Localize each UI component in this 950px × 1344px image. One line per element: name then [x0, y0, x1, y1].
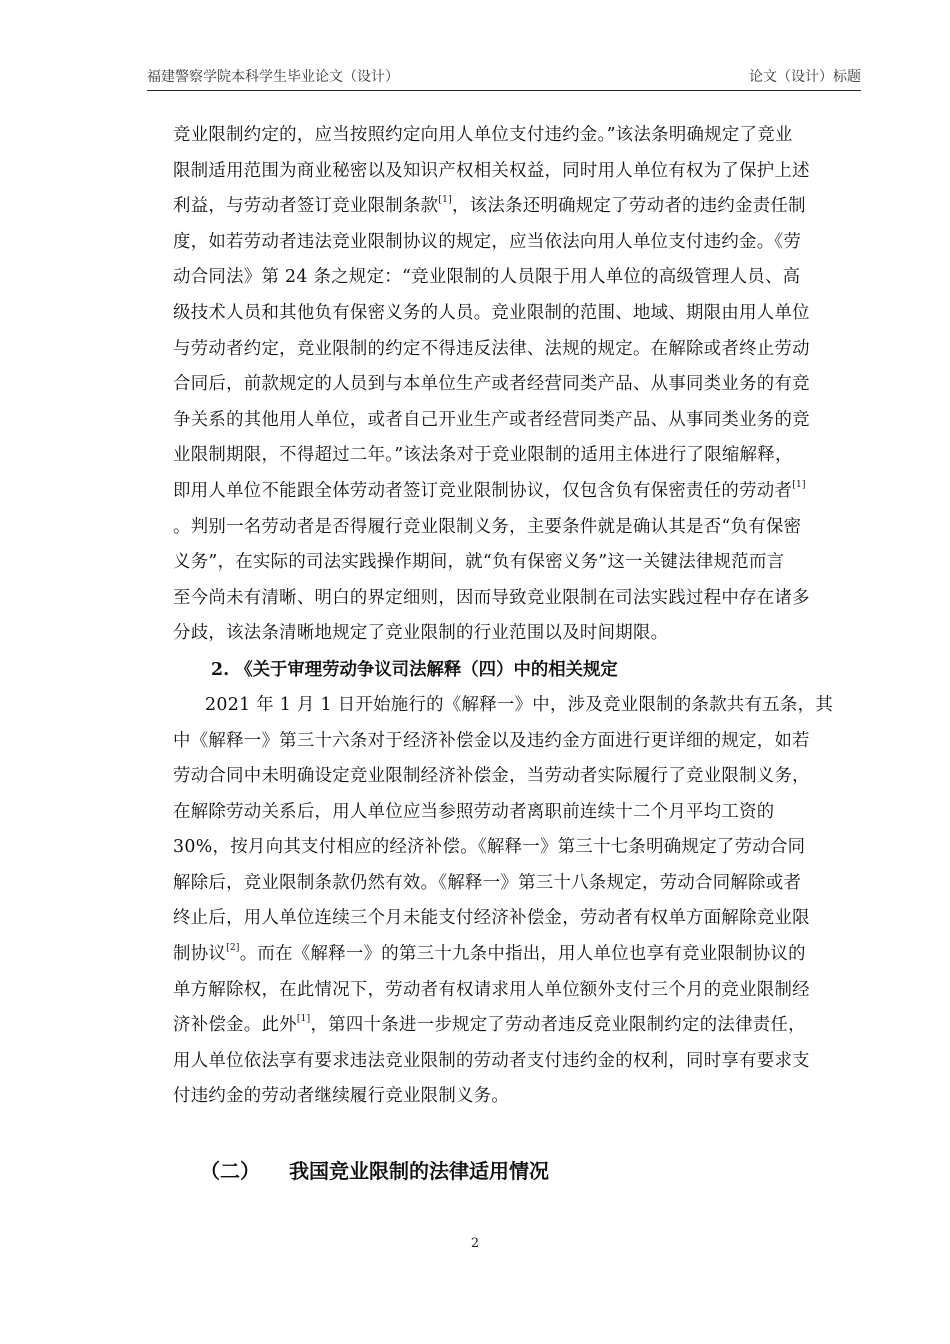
text-line	[173, 795, 863, 831]
line-text: 利益，与劳动者签订竞业限制条款	[173, 196, 439, 217]
citation-ref: [2]	[226, 943, 240, 954]
text-line	[173, 1044, 863, 1080]
text-line	[173, 937, 863, 973]
section-title: 我国竞业限制的法律适用情况	[288, 1159, 549, 1183]
text-line	[173, 545, 863, 581]
line-text: 与劳动者约定，竞业限制的约定不得违反法律、法规的规定。在解除或者终止劳动	[173, 338, 810, 359]
line-text: 解除后，竞业限制条款仍然有效。《解释一》第三十八条规定，劳动合同解除或者	[173, 872, 802, 893]
line-text: 在解除劳动关系后，用人单位应当参照劳动者离职前连续十二个月平均工资的	[173, 801, 775, 822]
line-text: 2021 年 1 月 1 日开始施行的《解释一》中，涉及竞业限制的条款共有五条，其	[205, 694, 834, 715]
text-line	[173, 866, 863, 902]
text-line	[173, 225, 863, 261]
text-line	[173, 759, 863, 795]
line-text: 用人单位依法享有要求违法竞业限制的劳动者支付违约金的权利，同时享有要求支	[173, 1050, 810, 1071]
header-paper-title: 论文（设计）标题	[749, 69, 861, 85]
line-text-after: ，该法条还明确规定了劳动者的违约金责任制	[452, 196, 806, 217]
text-line	[173, 438, 863, 474]
paragraph-2	[173, 688, 863, 1115]
line-text: 劳动合同中未明确设定竞业限制经济补偿金，当劳动者实际履行了竞业限制义务，	[173, 766, 810, 787]
text-line	[173, 830, 863, 866]
text-line	[173, 688, 863, 724]
line-text: 分歧，该法条清晰地规定了竞业限制的行业范围以及时间期限。	[173, 623, 669, 644]
line-text: 付违约金的劳动者继续履行竞业限制义务。	[173, 1086, 510, 1107]
line-text: 业限制期限，不得超过二年。”该法条对于竞业限制的适用主体进行了限缩解释，	[173, 445, 793, 466]
text-line	[173, 581, 863, 617]
line-text: 限制适用范围为商业秘密以及知识产权相关权益，同时用人单位有权为了保护上述	[173, 160, 810, 181]
line-text: 义务”，在实际的司法实践操作期间，就“负有保密义务”这一关键法律规范而言	[173, 552, 785, 573]
line-text-after: 。而在《解释一》的第三十九条中指出，用人单位也享有竞业限制协议的	[239, 944, 806, 965]
line-text: 至今尚未有清晰、明白的界定细则，因而导致竞业限制在司法实践过程中存在诸多	[173, 587, 810, 608]
section-number: （二）	[200, 1159, 260, 1183]
line-text: 30%，按月向其支付相应的经济补偿。《解释一》第三十七条明确规定了劳动合同	[173, 837, 806, 858]
text-line	[173, 367, 863, 403]
citation-ref: [1]	[438, 195, 453, 206]
citation-ref: [1]	[792, 479, 806, 490]
text-line	[173, 260, 863, 296]
line-text: 。判别一名劳动者是否得履行竞业限制义务，主要条件就是确认其是否“负有保密	[173, 516, 802, 537]
line-text: 度，如若劳动者违法竞业限制协议的规定，应当依法向用人单位支付违约金。《劳	[173, 231, 802, 252]
citation-ref: [1]	[296, 1014, 311, 1025]
text-line	[173, 1008, 863, 1044]
body-text	[173, 118, 863, 1115]
text-line	[173, 332, 863, 368]
line-text: 合同后，前款规定的人员到与本单位生产或者经营同类产品、从事同类业务的有竞	[173, 374, 810, 395]
line-text: 终止后，用人单位连续三个月未能支付经济补偿金，劳动者有权单方面解除竞业限	[173, 908, 810, 929]
text-line	[173, 724, 863, 760]
line-text: 争关系的其他用人单位，或者自己开业生产或者经营同类产品、从事同类业务的竞	[173, 409, 810, 430]
subheading: 2. 《关于审理劳动争议司法解释（四）中的相关规定	[211, 659, 618, 680]
text-line	[173, 510, 863, 546]
line-text: 制协议	[173, 944, 227, 965]
section-heading	[200, 1155, 549, 1184]
text-line	[173, 616, 863, 652]
line-text-after: ，第四十条进一步规定了劳动者违反竞业限制约定的法律责任，	[310, 1015, 806, 1036]
paragraph-1	[173, 118, 863, 652]
text-line	[173, 118, 863, 154]
line-text: 济补偿金。此外	[173, 1015, 297, 1036]
text-line	[173, 189, 863, 225]
page-header	[147, 66, 861, 91]
text-line	[173, 154, 863, 190]
text-line	[173, 474, 863, 510]
text-line	[173, 901, 863, 937]
header-school-title: 福建警察学院本科学生毕业论文（设计）	[147, 69, 399, 85]
line-text: 中《解释一》第三十六条对于经济补偿金以及违约金方面进行更详细的规定，如若	[173, 730, 810, 751]
text-line	[173, 1079, 863, 1115]
text-line	[173, 296, 863, 332]
line-text: 单方解除权，在此情况下，劳动者有权请求用人单位额外支付三个月的竞业限制经	[173, 979, 810, 1000]
text-line	[173, 403, 863, 439]
line-text: 即用人单位不能跟全体劳动者签订竞业限制协议，仅包含负有保密责任的劳动者	[173, 480, 793, 501]
page-number: 2	[470, 1236, 480, 1251]
text-line	[173, 973, 863, 1009]
line-text: 级技术人员和其他负有保密义务的人员。竞业限制的范围、地域、期限由用人单位	[173, 302, 810, 323]
line-text: 动合同法》第 24 条之规定：“竞业限制的人员限于用人单位的高级管理人员、高	[173, 267, 801, 288]
line-text: 竞业限制约定的，应当按照约定向用人单位支付违约金。”该法条明确规定了竞业	[173, 125, 793, 145]
